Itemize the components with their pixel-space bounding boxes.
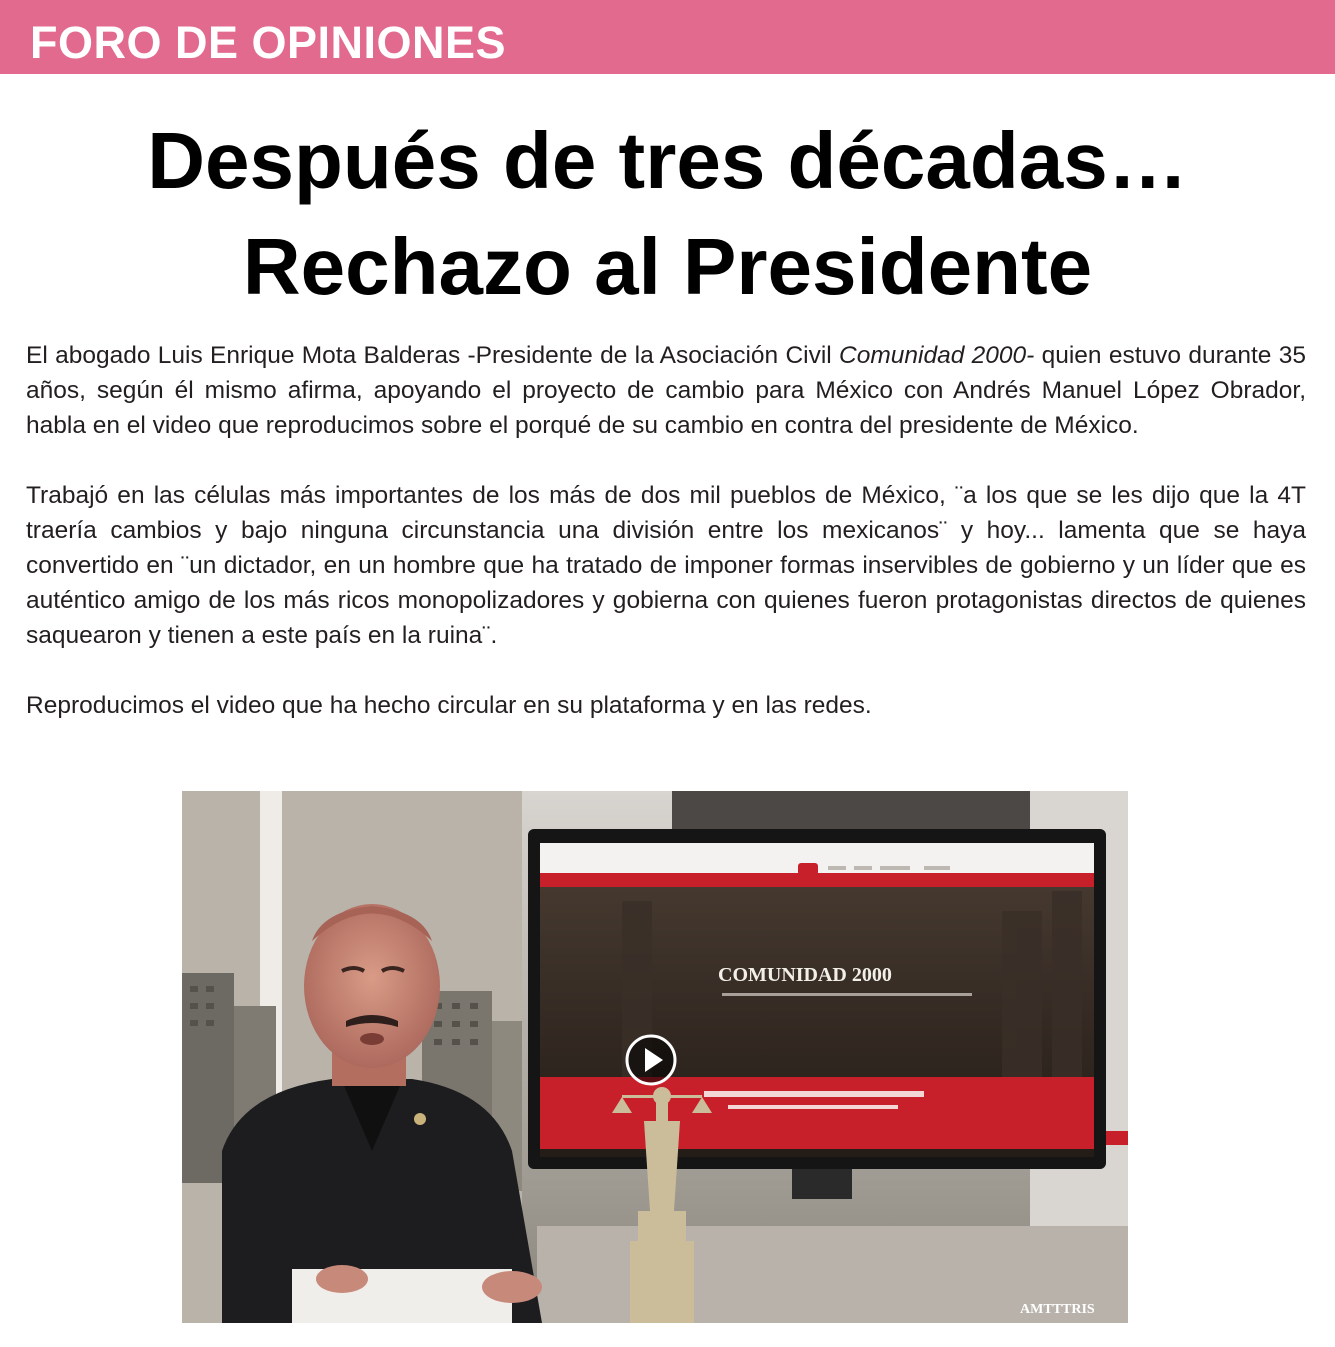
video-player[interactable] [182, 791, 1128, 1323]
article-body [26, 338, 1306, 723]
article-title [0, 108, 1335, 320]
organization-name: Comunidad 2000- [839, 342, 1035, 369]
section-header-bar [0, 0, 1335, 74]
paragraph-3: Reproducimos el video que ha hecho circular en su plataforma y en las redes. [26, 692, 872, 719]
paragraph-1-text-b: quien estuvo durante 35 años, según él mismo afirma, apoyando el proyecto de cambio para México con Andrés Manuel López Obrador, habla en el video que reproducimos sobre el porqué de su cambio en contra del presidente de México. [26, 342, 1306, 439]
screen-brand-text: COMUNIDAD 2000 [718, 964, 892, 986]
title-line-1: Después de tres décadas… [147, 116, 1188, 205]
title-line-2: Rechazo al Presidente [242, 222, 1093, 311]
section-label: FORO DE OPINIONES [30, 17, 507, 68]
paragraph-1 [26, 338, 1306, 443]
paragraph-2: Trabajó en las células más importantes de los más de dos mil pueblos de México, ¨a los que se les dijo que la 4T traería cambios y bajo ninguna circunstancia una división entre los mexicanos¨ y hoy... lamenta que se haya convertido en ¨un dictador, en un hombre que ha tratado de imponer formas inservibles de gobierno y un líder que es auténtico amigo de los más ricos monopolizadores y gobierna con quienes fueron protagonistas directos de quienes saquearon y tienen a este país en la ruina¨. [26, 482, 1306, 649]
video-watermark: AMTTTRIS [1020, 1302, 1095, 1317]
paragraph-1-text-a: El abogado Luis Enrique Mota Balderas -Presidente de la Asociación Civil [26, 342, 840, 369]
play-icon[interactable] [624, 1033, 678, 1087]
